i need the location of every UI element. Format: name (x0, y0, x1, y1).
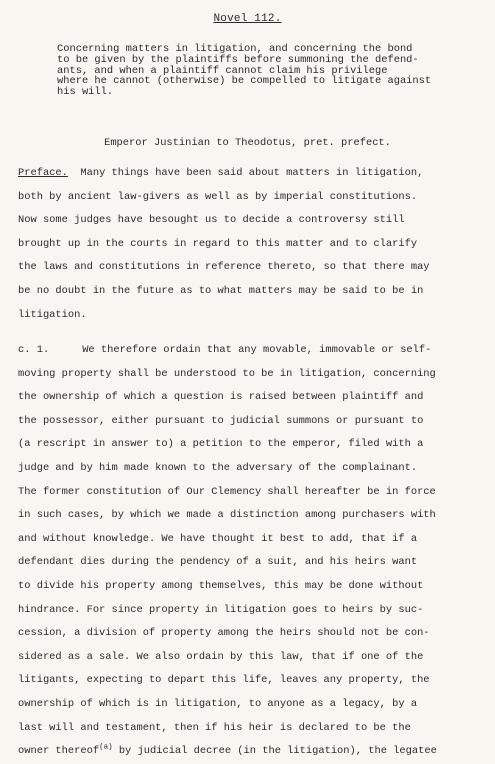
section-1-line: judge and by him made known to the adversary of the complainant. (18, 461, 418, 474)
novel-title: Novel 112. (213, 13, 282, 25)
preface-paragraph (18, 162, 486, 327)
summary-line: where he cannot (otherwise) be compelled to litigate against (57, 75, 432, 88)
section-1-line: cession, a division of property among the heirs should not be con- (18, 627, 430, 640)
section-1-line: the possessor, either pursuant to judicial summons or pursuant to (18, 414, 424, 427)
section-1-line: in such cases, by which we made a distinction among purchasers with (18, 509, 436, 522)
preface-label: Preface. (18, 167, 68, 179)
section-1-line: last will and testament, then if his heir is declared to be the (18, 721, 411, 734)
preface-line: brought up in the courts in regard to this matter and to clarify (18, 237, 418, 250)
section-1-paragraph (18, 339, 486, 764)
section-1-last-line (18, 740, 486, 764)
preface-first-line (18, 162, 486, 186)
section-1-line: defendant dies during the pendency of a suit, and his heirs want (18, 556, 418, 569)
section-1-line: and without knowledge. We have thought it best to add, that if a (18, 532, 418, 545)
section-1-line: the ownership of which a question is raised between plaintiff and (18, 391, 424, 404)
preface-first-line-text: Many things have been said about matters in litigation, (80, 167, 424, 179)
summary-line: Concerning matters in litigation, and concerning the bond (57, 43, 413, 55)
preface-line: the laws and constitutions in reference thereto, so that there may (18, 261, 430, 274)
section-1-line: ownership of which is in litigation, to anyone as a legacy, by a (18, 697, 418, 710)
section-1-first-line (18, 339, 486, 363)
section-1-line: moving property shall be understood to be in litigation, concerning (18, 367, 436, 380)
section-1-line: The former constitution of Our Clemency shall hereafter be in force (18, 485, 436, 498)
section-1-line: (a rescript in answer to) a petition to the emperor, filed with a (18, 438, 424, 451)
summary-line: to be given by the plaintiffs before summoning the defend- (57, 53, 419, 66)
section-1-last-line-start: owner thereof (18, 745, 100, 758)
section-1-line: sidered as a sale. We also ordain by this law, that if one of the (18, 650, 424, 663)
summary-line: his will. (57, 86, 114, 99)
address-line: Emperor Justinian to Theodotus, pret. prefect. (104, 137, 391, 149)
section-1-line: hindrance. For since property in litigation goes to heirs by suc- (18, 603, 424, 616)
section-1-last-line-end: by judicial decree (in the litigation), the legatee (112, 745, 437, 758)
preface-line: be no doubt in the future as to what matters may be said to be in (18, 284, 424, 297)
section-1-line: litigants, expecting to depart this life, leaves any property, the (18, 674, 430, 687)
preface-line: both by ancient law-givers as well as by imperial constitutions. (18, 190, 418, 203)
preface-line: litigation. (18, 308, 87, 321)
preface-line: Now some judges have besought us to decide a controversy still (18, 214, 405, 227)
footnote-marker: (a) (99, 743, 113, 752)
novel-summary (57, 44, 477, 98)
section-1-line: to divide his property among themselves, this may be done without (18, 579, 424, 592)
section-1-label: c. 1. (18, 344, 50, 356)
section-1-first-line-text: We therefore ordain that any movable, immovable or self- (82, 344, 432, 356)
summary-line: ants, and when a plaintiff cannot claim his privilege (57, 64, 388, 77)
